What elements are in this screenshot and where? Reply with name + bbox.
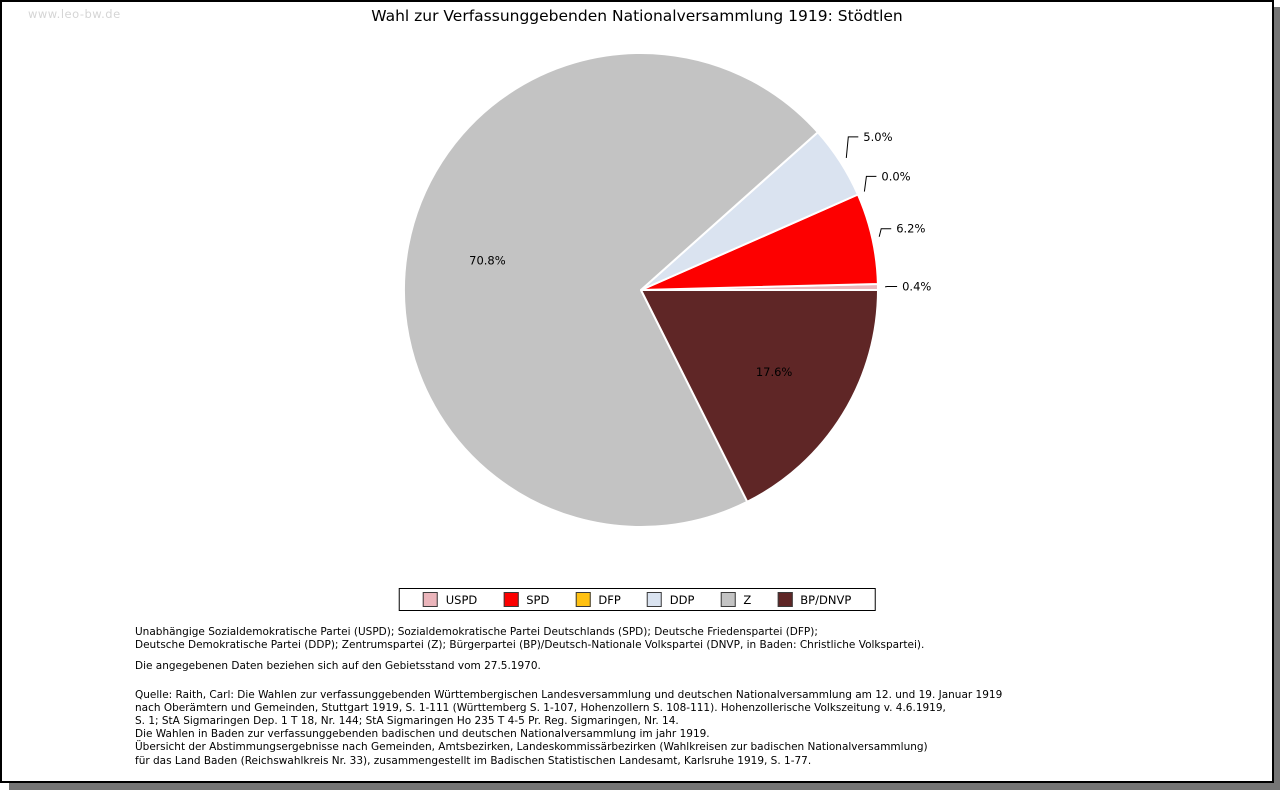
legend-item-z (720, 592, 751, 607)
legend-swatch-spd (503, 592, 518, 607)
page-title: Wahl zur Verfassunggebenden Nationalversammlung 1919: Stödtlen (371, 7, 903, 25)
pct-label-dfp: 0.0% (881, 169, 911, 184)
legend-item-bp-dnvp (777, 592, 851, 607)
legend-item-ddp (647, 592, 695, 607)
legend-label: DFP (598, 592, 621, 607)
legend-label: Z (743, 592, 752, 607)
pct-label-spd: 6.2% (896, 221, 926, 236)
abbreviation-line: Unabhängige Sozialdemokratische Partei (USPD); Sozialdemokratische Partei Deutschlands (SPD); Deutsche Friedenspartei (DFP); (135, 626, 818, 638)
pct-label-ddp: 5.0% (863, 129, 893, 144)
source-line: für das Land Baden (Reichswahlkreis Nr. 33), zusammengestellt im Badischen Statistischen Landesamt, Karlsruhe 1919, S. 1-77. (135, 754, 812, 767)
abbreviation-line: Deutsche Demokratische Partei (DDP); Zentrumspartei (Z); Bürgerpartei (BP)/Deutsch-Nationale Volkspartei (DNVP, in Baden: Christliche Volkspartei). (135, 639, 925, 652)
legend-label: SPD (526, 592, 550, 607)
legend-item-uspd (423, 592, 478, 607)
legend-item-spd (503, 592, 549, 607)
legend-swatch-uspd (423, 592, 438, 607)
legend-swatch-dfp (575, 592, 590, 607)
data-note: Die angegebenen Daten beziehen sich auf den Gebietsstand vom 27.5.1970. (135, 660, 541, 673)
legend-label: BP/DNVP (800, 592, 852, 607)
source-line: Übersicht der Abstimmungsergebnisse nach Gemeinden, Amtsbezirken, Landeskommissärbezirken (Wahlkreisen zur badischen Nationalversammlung) (135, 741, 928, 754)
leader-line-spd (879, 229, 891, 237)
source-line: S. 1; StA Sigmaringen Dep. 1 T 18, Nr. 144; StA Sigmaringen Ho 235 T 4-5 Pr. Reg. Sigmaringen, Nr. 14. (135, 715, 679, 728)
legend-label: USPD (445, 592, 478, 607)
legend-item-dfp (575, 592, 620, 607)
leader-line-dfp (864, 176, 876, 191)
pct-label-uspd: 0.4% (902, 279, 932, 294)
pct-label-z: 70.8% (469, 253, 506, 268)
pct-label-bp-dnvp: 17.6% (755, 365, 793, 380)
legend-swatch-ddp (647, 592, 662, 607)
legend-swatch-z (720, 592, 735, 607)
source-line: Quelle: Raith, Carl: Die Wahlen zur verfassunggebenden Württembergischen Landesversammlung und deutschen Nationalversammlung am 12. und 19. Januar 1919 (135, 688, 1003, 701)
legend-label: DDP (669, 592, 695, 607)
pie-chart (2, 2, 1280, 586)
watermark: www.leo-bw.de (28, 7, 121, 21)
leader-line-ddp (846, 137, 858, 158)
source-line: nach Oberämtern und Gemeinden, Stuttgart 1919, S. 1-111 (Württemberg S. 1-107, Hohenzollern S. 108-111). Hohenzollerische Volkszeitung v. 4.6.1919, (135, 701, 946, 714)
source-note (135, 689, 1002, 768)
footnotes (135, 626, 1002, 768)
legend (399, 588, 876, 611)
source-line: Die Wahlen in Baden zur verfassunggebenden badischen und deutschen Nationalversammlung im jahr 1919. (135, 728, 710, 741)
legend-swatch-bp-dnvp (777, 592, 792, 607)
